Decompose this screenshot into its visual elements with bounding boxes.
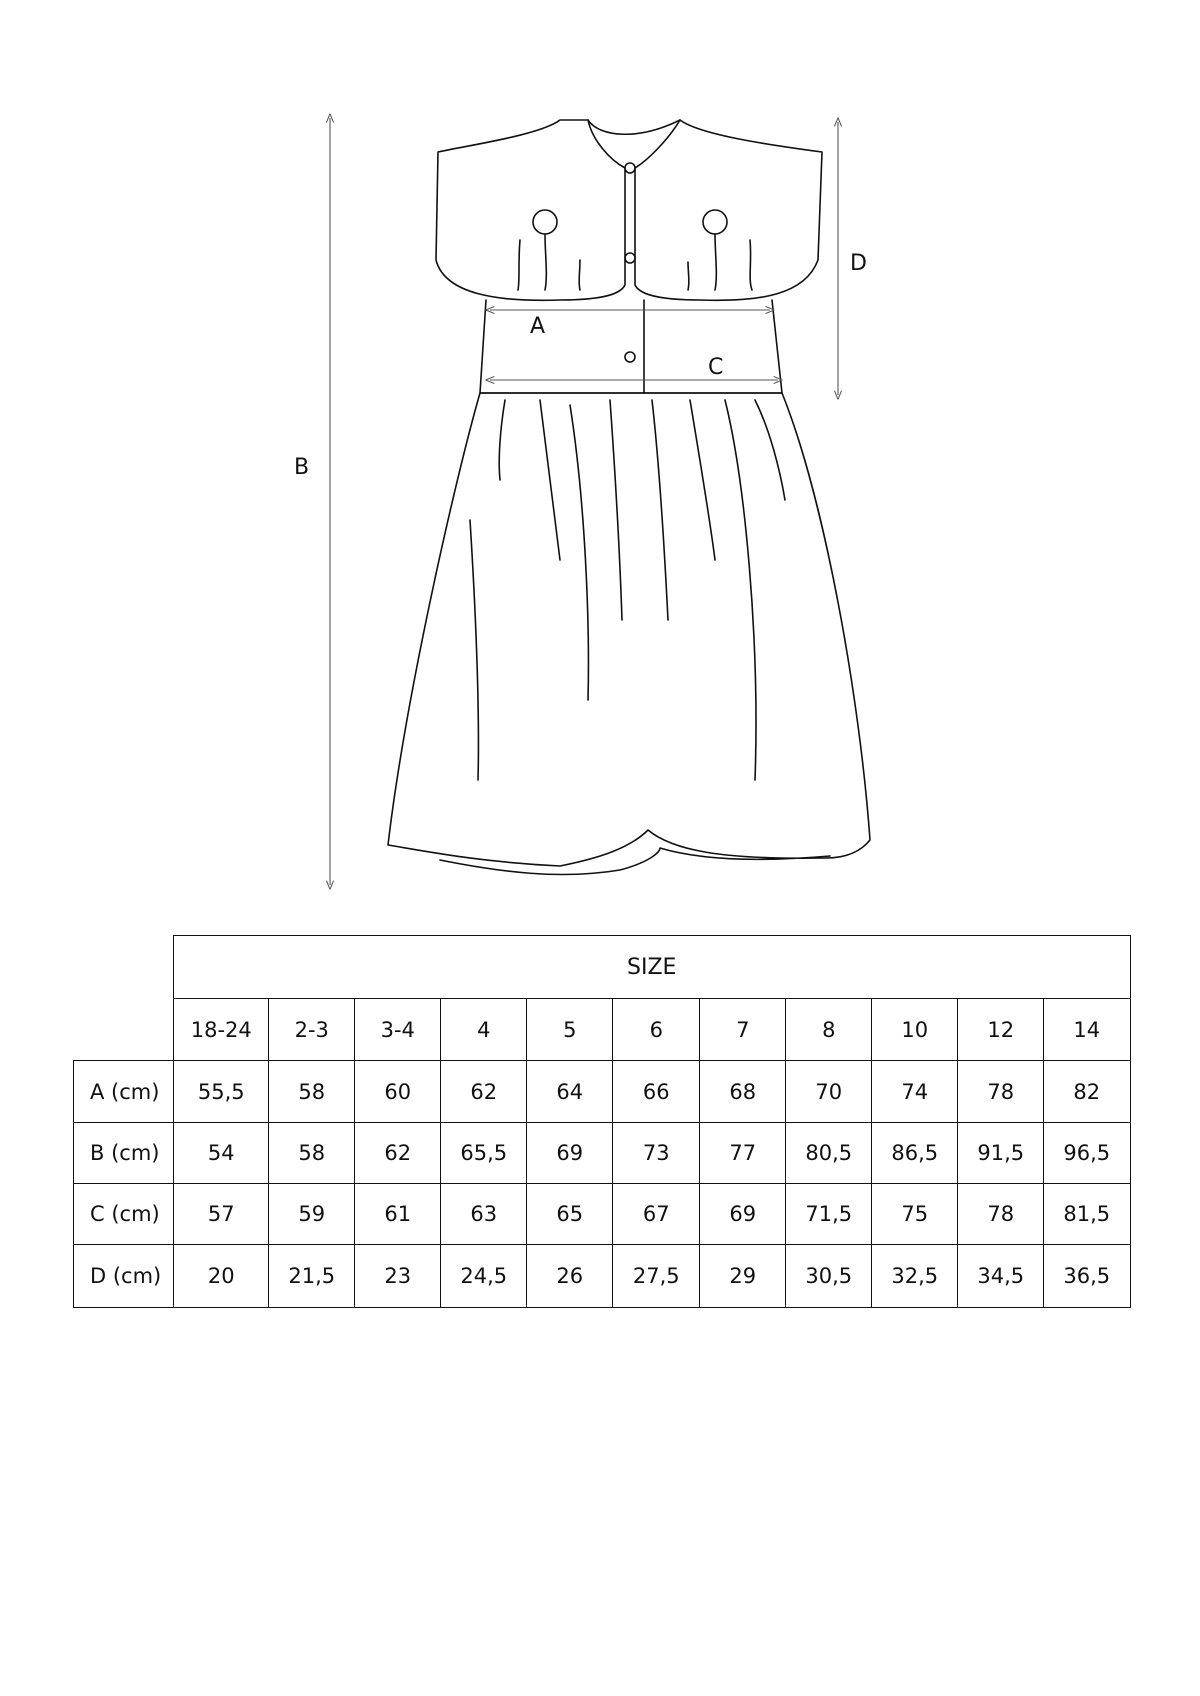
table-cell: 74	[871, 1060, 959, 1124]
label-c: C	[708, 355, 724, 380]
size-column-header: 7	[699, 998, 787, 1062]
size-column-header: 12	[957, 998, 1045, 1062]
size-column-header: 5	[526, 998, 614, 1062]
table-cell: 27,5	[612, 1244, 701, 1308]
collar-right	[635, 120, 822, 300]
size-column-header: 8	[785, 998, 873, 1062]
table-cell: 71,5	[785, 1183, 873, 1246]
skirt-outline	[388, 393, 870, 866]
size-column-header: 2-3	[268, 998, 356, 1062]
table-cell: 81,5	[1043, 1183, 1131, 1246]
table-cell: 30,5	[785, 1244, 873, 1308]
table-cell: 78	[957, 1060, 1045, 1124]
table-cell: 86,5	[871, 1122, 959, 1185]
table-cell: 34,5	[957, 1244, 1045, 1308]
label-d: D	[850, 251, 867, 276]
collar-left	[436, 120, 625, 300]
table-cell: 54	[173, 1122, 270, 1185]
table-cell: 24,5	[440, 1244, 528, 1308]
table-cell: 73	[612, 1122, 701, 1185]
table-cell: 62	[440, 1060, 528, 1124]
table-cell: 59	[268, 1183, 356, 1246]
size-column-header: 3-4	[354, 998, 442, 1062]
table-cell: 57	[173, 1183, 270, 1246]
table-cell: 60	[354, 1060, 442, 1124]
label-a: A	[530, 314, 546, 339]
flower-left	[533, 210, 557, 234]
table-cell: 78	[957, 1183, 1045, 1246]
table-cell: 70	[785, 1060, 873, 1124]
waistband	[480, 300, 782, 393]
button-bottom	[625, 352, 635, 362]
table-cell: 65,5	[440, 1122, 528, 1185]
measurement-row-label: D (cm)	[73, 1244, 175, 1308]
table-cell: 23	[354, 1244, 442, 1308]
neckline	[588, 120, 680, 134]
table-cell: 65	[526, 1183, 614, 1246]
table-cell: 58	[268, 1060, 356, 1124]
table-cell: 29	[699, 1244, 787, 1308]
label-b: B	[294, 455, 310, 480]
table-cell: 58	[268, 1122, 356, 1185]
table-cell: 75	[871, 1183, 959, 1246]
button-top	[625, 163, 635, 173]
table-cell: 67	[612, 1183, 701, 1246]
table-cell: 21,5	[268, 1244, 356, 1308]
table-cell: 20	[173, 1244, 270, 1308]
table-cell: 80,5	[785, 1122, 873, 1185]
table-cell: 91,5	[957, 1122, 1045, 1185]
size-column-header: 18-24	[173, 998, 270, 1062]
table-cell: 32,5	[871, 1244, 959, 1308]
table-cell: 36,5	[1043, 1244, 1131, 1308]
table-cell: 26	[526, 1244, 614, 1308]
table-cell: 64	[526, 1060, 614, 1124]
table-cell: 82	[1043, 1060, 1131, 1124]
flower-right	[703, 210, 727, 234]
table-cell: 62	[354, 1122, 442, 1185]
table-cell: 96,5	[1043, 1122, 1131, 1185]
table-cell: 66	[612, 1060, 701, 1124]
button-mid	[625, 253, 635, 263]
table-cell: 68	[699, 1060, 787, 1124]
table-cell: 61	[354, 1183, 442, 1246]
size-column-header: 6	[612, 998, 701, 1062]
measurement-row-label: C (cm)	[73, 1183, 175, 1246]
measurement-row-label: B (cm)	[73, 1122, 175, 1185]
size-column-header: 10	[871, 998, 959, 1062]
size-column-header: 14	[1043, 998, 1131, 1062]
measurement-row-label: A (cm)	[73, 1060, 175, 1124]
table-cell: 55,5	[173, 1060, 270, 1124]
table-cell: 69	[526, 1122, 614, 1185]
table-cell: 69	[699, 1183, 787, 1246]
table-cell: 63	[440, 1183, 528, 1246]
size-header: SIZE	[173, 935, 1131, 1000]
size-column-header: 4	[440, 998, 528, 1062]
table-cell: 77	[699, 1122, 787, 1185]
